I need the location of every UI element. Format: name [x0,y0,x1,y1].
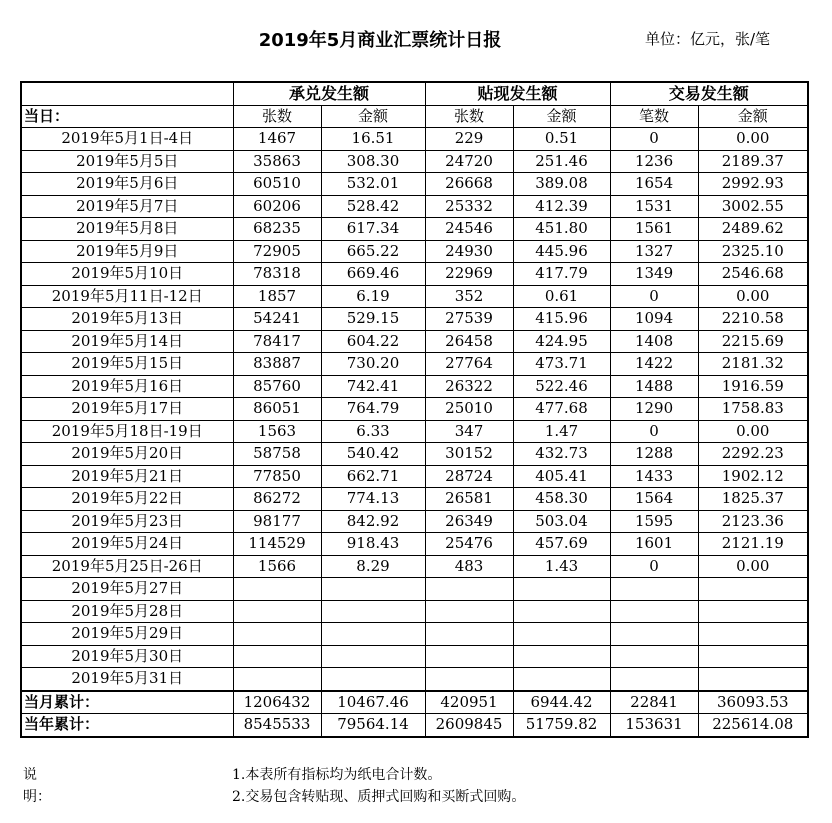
value-cell: 2609845 [425,714,513,737]
month-total-row [21,691,808,714]
value-cell: 26581 [425,488,513,511]
value-cell [321,578,425,601]
table-row [21,308,808,331]
value-cell: 918.43 [321,533,425,556]
value-cell: 503.04 [513,510,610,533]
date-cell: 2019年5月22日 [21,488,233,511]
value-cell: 529.15 [321,308,425,331]
date-cell: 2019年5月23日 [21,510,233,533]
report-table [20,81,809,738]
value-cell: 669.46 [321,263,425,286]
table-row [21,645,808,668]
value-cell: 30152 [425,443,513,466]
value-cell: 1.47 [513,420,610,443]
table-row [21,623,808,646]
value-cell: 153631 [610,714,698,737]
value-cell: 51759.82 [513,714,610,737]
value-cell: 2546.68 [698,263,808,286]
subheader-cell: 笔数 [610,105,698,128]
value-cell: 0.00 [698,128,808,151]
value-cell: 1825.37 [698,488,808,511]
value-cell: 83887 [233,353,321,376]
value-cell: 26322 [425,375,513,398]
value-cell: 308.30 [321,150,425,173]
value-cell: 86051 [233,398,321,421]
subheader-cell: 金额 [513,105,610,128]
value-cell: 60206 [233,195,321,218]
table-row [21,668,808,691]
value-cell: 36093.53 [698,691,808,714]
value-cell: 6.33 [321,420,425,443]
value-cell: 2992.93 [698,173,808,196]
value-cell [610,600,698,623]
value-cell: 1422 [610,353,698,376]
group-header-acceptance: 承兑发生额 [233,82,425,105]
table-row [21,420,808,443]
value-cell: 78417 [233,330,321,353]
value-cell [321,668,425,691]
table-row [21,240,808,263]
table-row [21,173,808,196]
value-cell: 1564 [610,488,698,511]
value-cell [425,668,513,691]
value-cell: 25010 [425,398,513,421]
subheader-cell: 金额 [321,105,425,128]
value-cell: 2121.19 [698,533,808,556]
value-cell: 58758 [233,443,321,466]
value-cell: 604.22 [321,330,425,353]
date-cell: 2019年5月29日 [21,623,233,646]
value-cell: 473.71 [513,353,610,376]
value-cell: 85760 [233,375,321,398]
table-row [21,488,808,511]
value-cell: 405.41 [513,465,610,488]
date-cell: 2019年5月31日 [21,668,233,691]
group-header-row [21,82,808,105]
year-total-row [21,714,808,737]
value-cell: 26668 [425,173,513,196]
table-row [21,555,808,578]
value-cell [610,668,698,691]
value-cell: 417.79 [513,263,610,286]
value-cell: 72905 [233,240,321,263]
value-cell: 1.43 [513,555,610,578]
value-cell: 16.51 [321,128,425,151]
notes-items [232,764,792,808]
value-cell [233,623,321,646]
value-cell: 347 [425,420,513,443]
subheader-cell: 张数 [233,105,321,128]
value-cell: 98177 [233,510,321,533]
date-cell: 2019年5月28日 [21,600,233,623]
value-cell: 730.20 [321,353,425,376]
value-cell: 1488 [610,375,698,398]
value-cell: 1531 [610,195,698,218]
value-cell: 0.00 [698,285,808,308]
value-cell [513,645,610,668]
value-cell: 522.46 [513,375,610,398]
value-cell: 0.00 [698,420,808,443]
value-cell [698,578,808,601]
table-row [21,195,808,218]
value-cell: 68235 [233,218,321,241]
value-cell [425,645,513,668]
value-cell: 1094 [610,308,698,331]
value-cell: 2215.69 [698,330,808,353]
value-cell: 617.34 [321,218,425,241]
date-cell: 2019年5月27日 [21,578,233,601]
date-cell: 2019年5月14日 [21,330,233,353]
value-cell: 1601 [610,533,698,556]
table-row [21,578,808,601]
value-cell: 528.42 [321,195,425,218]
value-cell: 451.80 [513,218,610,241]
total-label: 当年累计： [21,714,233,737]
table-row [21,375,808,398]
subheader-cell: 张数 [425,105,513,128]
date-cell: 2019年5月10日 [21,263,233,286]
value-cell: 1433 [610,465,698,488]
today-label: 当日： [21,105,233,128]
value-cell [610,645,698,668]
value-cell: 432.73 [513,443,610,466]
date-cell: 2019年5月15日 [21,353,233,376]
value-cell: 77850 [233,465,321,488]
value-cell: 540.42 [321,443,425,466]
value-cell: 483 [425,555,513,578]
value-cell: 662.71 [321,465,425,488]
value-cell: 1408 [610,330,698,353]
value-cell: 24720 [425,150,513,173]
value-cell: 1206432 [233,691,321,714]
value-cell: 1327 [610,240,698,263]
value-cell [321,600,425,623]
value-cell: 2181.32 [698,353,808,376]
value-cell: 665.22 [321,240,425,263]
date-cell: 2019年5月1日-4日 [21,128,233,151]
table-row [21,600,808,623]
date-cell: 2019年5月9日 [21,240,233,263]
table-row [21,128,808,151]
value-cell: 6.19 [321,285,425,308]
group-header-trading: 交易发生额 [610,82,808,105]
value-cell [233,600,321,623]
value-cell [233,668,321,691]
date-cell: 2019年5月11日-12日 [21,285,233,308]
date-cell: 2019年5月21日 [21,465,233,488]
date-cell: 2019年5月25日-26日 [21,555,233,578]
value-cell: 2489.62 [698,218,808,241]
value-cell: 114529 [233,533,321,556]
table-row [21,263,808,286]
value-cell [513,623,610,646]
value-cell: 458.30 [513,488,610,511]
value-cell: 2123.36 [698,510,808,533]
value-cell: 1902.12 [698,465,808,488]
value-cell: 86272 [233,488,321,511]
value-cell: 1566 [233,555,321,578]
value-cell: 389.08 [513,173,610,196]
value-cell: 60510 [233,173,321,196]
value-cell: 1290 [610,398,698,421]
date-cell: 2019年5月17日 [21,398,233,421]
value-cell: 1236 [610,150,698,173]
value-cell: 78318 [233,263,321,286]
table-row [21,150,808,173]
value-cell: 1561 [610,218,698,241]
date-cell: 2019年5月30日 [21,645,233,668]
note-item: 1.本表所有指标均为纸电合计数。 [232,767,442,783]
value-cell: 0.61 [513,285,610,308]
value-cell: 3002.55 [698,195,808,218]
value-cell: 6944.42 [513,691,610,714]
value-cell: 842.92 [321,510,425,533]
value-cell: 2189.37 [698,150,808,173]
value-cell: 1916.59 [698,375,808,398]
value-cell: 0.51 [513,128,610,151]
date-cell: 2019年5月7日 [21,195,233,218]
value-cell [610,578,698,601]
value-cell: 1288 [610,443,698,466]
value-cell: 1349 [610,263,698,286]
date-cell: 2019年5月16日 [21,375,233,398]
value-cell: 2292.23 [698,443,808,466]
value-cell: 10467.46 [321,691,425,714]
table-row [21,533,808,556]
value-cell: 79564.14 [321,714,425,737]
value-cell: 412.39 [513,195,610,218]
value-cell: 0.00 [698,555,808,578]
value-cell: 25332 [425,195,513,218]
table-row [21,465,808,488]
value-cell: 8545533 [233,714,321,737]
subheader-row [21,105,808,128]
value-cell: 0 [610,285,698,308]
value-cell: 457.69 [513,533,610,556]
table-row [21,330,808,353]
unit-label: 单位：亿元，张/笔 [645,30,771,48]
value-cell: 1857 [233,285,321,308]
value-cell: 0 [610,555,698,578]
value-cell: 26349 [425,510,513,533]
value-cell: 415.96 [513,308,610,331]
value-cell [233,645,321,668]
table-row [21,218,808,241]
value-cell [321,645,425,668]
value-cell: 27764 [425,353,513,376]
value-cell: 1758.83 [698,398,808,421]
value-cell: 0 [610,420,698,443]
table-row [21,353,808,376]
value-cell: 1654 [610,173,698,196]
value-cell: 1595 [610,510,698,533]
value-cell: 445.96 [513,240,610,263]
value-cell: 26458 [425,330,513,353]
value-cell: 420951 [425,691,513,714]
value-cell [610,623,698,646]
value-cell: 352 [425,285,513,308]
value-cell: 1563 [233,420,321,443]
value-cell: 2325.10 [698,240,808,263]
value-cell: 742.41 [321,375,425,398]
date-cell: 2019年5月13日 [21,308,233,331]
value-cell: 35863 [233,150,321,173]
value-cell [233,578,321,601]
date-cell: 2019年5月18日-19日 [21,420,233,443]
value-cell: 27539 [425,308,513,331]
report-title: 2019年5月商业汇票统计日报 [258,30,502,51]
value-cell [698,623,808,646]
date-cell: 2019年5月5日 [21,150,233,173]
value-cell [425,600,513,623]
value-cell [513,578,610,601]
value-cell: 8.29 [321,555,425,578]
header-blank-cell [21,82,233,105]
value-cell: 54241 [233,308,321,331]
value-cell: 229 [425,128,513,151]
value-cell: 24930 [425,240,513,263]
date-cell: 2019年5月6日 [21,173,233,196]
value-cell: 477.68 [513,398,610,421]
date-cell: 2019年5月20日 [21,443,233,466]
value-cell: 28724 [425,465,513,488]
value-cell: 774.13 [321,488,425,511]
value-cell [425,578,513,601]
table-row [21,443,808,466]
value-cell: 764.79 [321,398,425,421]
value-cell: 22841 [610,691,698,714]
value-cell: 1467 [233,128,321,151]
value-cell [698,668,808,691]
group-header-discount: 贴现发生额 [425,82,610,105]
date-cell: 2019年5月8日 [21,218,233,241]
value-cell [698,600,808,623]
value-cell [425,623,513,646]
value-cell [698,645,808,668]
value-cell [321,623,425,646]
note-item: 2.交易包含转贴现、质押式回购和买断式回购。 [232,789,526,805]
notes-label: 说明： [23,767,51,805]
value-cell: 251.46 [513,150,610,173]
value-cell: 0 [610,128,698,151]
table-row [21,510,808,533]
value-cell [513,668,610,691]
value-cell: 424.95 [513,330,610,353]
value-cell: 225614.08 [698,714,808,737]
value-cell: 22969 [425,263,513,286]
value-cell [513,600,610,623]
value-cell: 24546 [425,218,513,241]
value-cell: 532.01 [321,173,425,196]
subheader-cell: 金额 [698,105,808,128]
value-cell: 2210.58 [698,308,808,331]
table-row [21,285,808,308]
value-cell: 25476 [425,533,513,556]
total-label: 当月累计： [21,691,233,714]
table-row [21,398,808,421]
date-cell: 2019年5月24日 [21,533,233,556]
